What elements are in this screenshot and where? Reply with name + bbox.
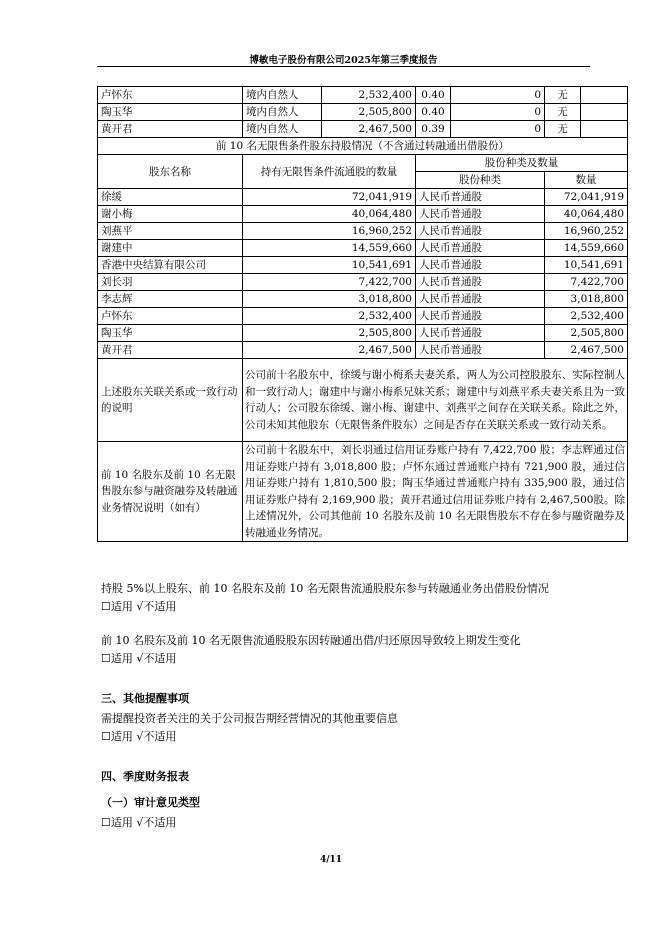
- unrestricted-type: 人民币普通股: [416, 206, 545, 223]
- unrestricted-header-row-1: [98, 155, 628, 172]
- top10-shares: 2,505,800: [322, 104, 416, 121]
- top10-shares: 2,532,400: [322, 87, 416, 104]
- relation-row: [98, 359, 628, 442]
- relation-text: 公司前十名股东中，徐缓与谢小梅系夫妻关系，两人为公司控股股东、实际控制人和一致行动人；谢建中与谢小梅系兄妹关系；谢建中与刘燕平系夫妻关系且为一致行动人；公司股东徐缓、谢小梅、谢建中、刘燕平之间存在关联关系。除此之外，公司未知其他股东（无限售条件股东）之间是否存在关联关系或一致行动关系。: [243, 359, 628, 442]
- lending-title: 持股 5%以上股东、前 10 名股东及前 10 名无限售流通股股东参与转融通业务出借股份情况: [101, 582, 549, 595]
- margin-text: 公司前十名股东中，刘长羽通过信用证券账户持有 7,422,700 股；李志辉通过信用证券账户持有 3,018,800 股；卢怀东通过普通账户持有 721,900 股，通过信用证券账户持有 1,810,500 股；陶玉华通过普通账户持有 335,900 股，通过信用证券账户持有 2,169,900 股；黄开君通过信用证券账户持有 2,467,500股。除上述情况外，公司其他前 10 名股东及前 10 名无限售股东不存在参与融资融券及转融通业务情况。: [243, 442, 628, 542]
- change-check: ☐适用 √不适用: [101, 652, 177, 665]
- top10-row: [98, 87, 628, 104]
- unrestricted-amount: 72,041,919: [545, 189, 628, 206]
- unrestricted-amount: 2,467,500: [545, 342, 628, 359]
- top10-nature: 境内自然人: [243, 121, 322, 138]
- unrestricted-type: 人民币普通股: [416, 291, 545, 308]
- top10-name: 陶玉华: [98, 104, 243, 121]
- top10-status: 无: [545, 121, 581, 138]
- col-unrestricted-qty: 持有无限售条件流通股的数量: [243, 155, 416, 189]
- unrestricted-row: [98, 274, 628, 291]
- top10-name: 卢怀东: [98, 87, 243, 104]
- unrestricted-type: 人民币普通股: [416, 342, 545, 359]
- top10-ratio: 0.39: [416, 121, 451, 138]
- unrestricted-name: 谢小梅: [98, 206, 243, 223]
- unrestricted-amount: 14,559,660: [545, 240, 628, 257]
- margin-row: [98, 442, 628, 542]
- unrestricted-type: 人民币普通股: [416, 240, 545, 257]
- unrestricted-row: [98, 206, 628, 223]
- top10-row: [98, 121, 628, 138]
- unrestricted-amount: 40,064,480: [545, 206, 628, 223]
- header-rule: [97, 66, 590, 67]
- unrestricted-amount: 2,532,400: [545, 308, 628, 325]
- unrestricted-row: [98, 342, 628, 359]
- top10-restricted: 0: [451, 104, 545, 121]
- unrestricted-row: [98, 325, 628, 342]
- unrestricted-amount: 16,960,252: [545, 223, 628, 240]
- change-title: 前 10 名股东及前 10 名无限售流通股股东因转融通出借/归还原因导致较上期发生变化: [101, 634, 521, 647]
- unrestricted-qty: 40,064,480: [243, 206, 416, 223]
- unrestricted-type: 人民币普通股: [416, 308, 545, 325]
- unrestricted-row: [98, 291, 628, 308]
- unrestricted-amount: 10,541,691: [545, 257, 628, 274]
- top10-status: 无: [545, 104, 581, 121]
- margin-label: 前 10 名股东及前 10 名无限售股东参与融资融券及转融通业务情况说明（如有）: [98, 442, 243, 542]
- financial-heading: 四、季度财务报表: [101, 770, 189, 783]
- lending-check: ☐适用 √不适用: [101, 600, 177, 613]
- unrestricted-name: 刘燕平: [98, 223, 243, 240]
- top10-name: 黄开君: [98, 121, 243, 138]
- audit-heading: （一）审计意见类型: [101, 796, 200, 809]
- col-share-amount: 数量: [545, 172, 628, 189]
- top10-ratio: 0.40: [416, 104, 451, 121]
- unrestricted-row: [98, 308, 628, 325]
- unrestricted-type: 人民币普通股: [416, 325, 545, 342]
- top10-row: [98, 104, 628, 121]
- unrestricted-qty: 7,422,700: [243, 274, 416, 291]
- unrestricted-amount: 2,505,800: [545, 325, 628, 342]
- unrestricted-name: 香港中央结算有限公司: [98, 257, 243, 274]
- unrestricted-name: 卢怀东: [98, 308, 243, 325]
- unrestricted-name: 黄开君: [98, 342, 243, 359]
- top10-nature: 境内自然人: [243, 87, 322, 104]
- unrestricted-title-row: [98, 138, 628, 155]
- col-shareholder-name: 股东名称: [98, 155, 243, 189]
- unrestricted-qty: 16,960,252: [243, 223, 416, 240]
- page-number: 4/11: [319, 855, 343, 865]
- col-share-type-group: 股份种类及数量: [416, 155, 628, 172]
- unrestricted-qty: 14,559,660: [243, 240, 416, 257]
- col-share-type: 股份种类: [416, 172, 545, 189]
- audit-check: ☐适用 √不适用: [101, 816, 177, 829]
- unrestricted-type: 人民币普通股: [416, 257, 545, 274]
- unrestricted-name: 李志辉: [98, 291, 243, 308]
- unrestricted-type: 人民币普通股: [416, 189, 545, 206]
- unrestricted-amount: 3,018,800: [545, 291, 628, 308]
- top10-rows: [98, 87, 628, 138]
- unrestricted-qty: 72,041,919: [243, 189, 416, 206]
- top10-pledged: [581, 121, 628, 138]
- unrestricted-qty: 2,532,400: [243, 308, 416, 325]
- top10-restricted: 0: [451, 87, 545, 104]
- unrestricted-name: 陶玉华: [98, 325, 243, 342]
- top10-nature: 境内自然人: [243, 104, 322, 121]
- unrestricted-qty: 10,541,691: [243, 257, 416, 274]
- other-check: ☐适用 √不适用: [101, 730, 177, 743]
- top10-status: 无: [545, 87, 581, 104]
- unrestricted-amount: 7,422,700: [545, 274, 628, 291]
- shareholder-table: [97, 86, 628, 542]
- other-text: 需提醒投资者关注的关于公司报告期经营情况的其他重要信息: [101, 712, 398, 725]
- unrestricted-type: 人民币普通股: [416, 223, 545, 240]
- unrestricted-name: 刘长羽: [98, 274, 243, 291]
- top10-ratio: 0.40: [416, 87, 451, 104]
- top10-pledged: [581, 87, 628, 104]
- unrestricted-type: 人民币普通股: [416, 274, 545, 291]
- other-heading: 三、其他提醒事项: [101, 692, 189, 705]
- unrestricted-qty: 2,505,800: [243, 325, 416, 342]
- unrestricted-qty: 2,467,500: [243, 342, 416, 359]
- unrestricted-title: 前 10 名无限售条件股东持股情况（不含通过转融通出借股份）: [98, 138, 628, 155]
- top10-shares: 2,467,500: [322, 121, 416, 138]
- unrestricted-row: [98, 257, 628, 274]
- unrestricted-row: [98, 223, 628, 240]
- unrestricted-row: [98, 240, 628, 257]
- unrestricted-name: 徐缓: [98, 189, 243, 206]
- page-header-title: 博敏电子股份有限公司2025年第三季度报告: [249, 55, 438, 66]
- unrestricted-name: 谢建中: [98, 240, 243, 257]
- unrestricted-rows: [98, 189, 628, 359]
- top10-restricted: 0: [451, 121, 545, 138]
- unrestricted-qty: 3,018,800: [243, 291, 416, 308]
- unrestricted-row: [98, 189, 628, 206]
- top10-pledged: [581, 104, 628, 121]
- relation-label: 上述股东关联关系或一致行动的说明: [98, 359, 243, 442]
